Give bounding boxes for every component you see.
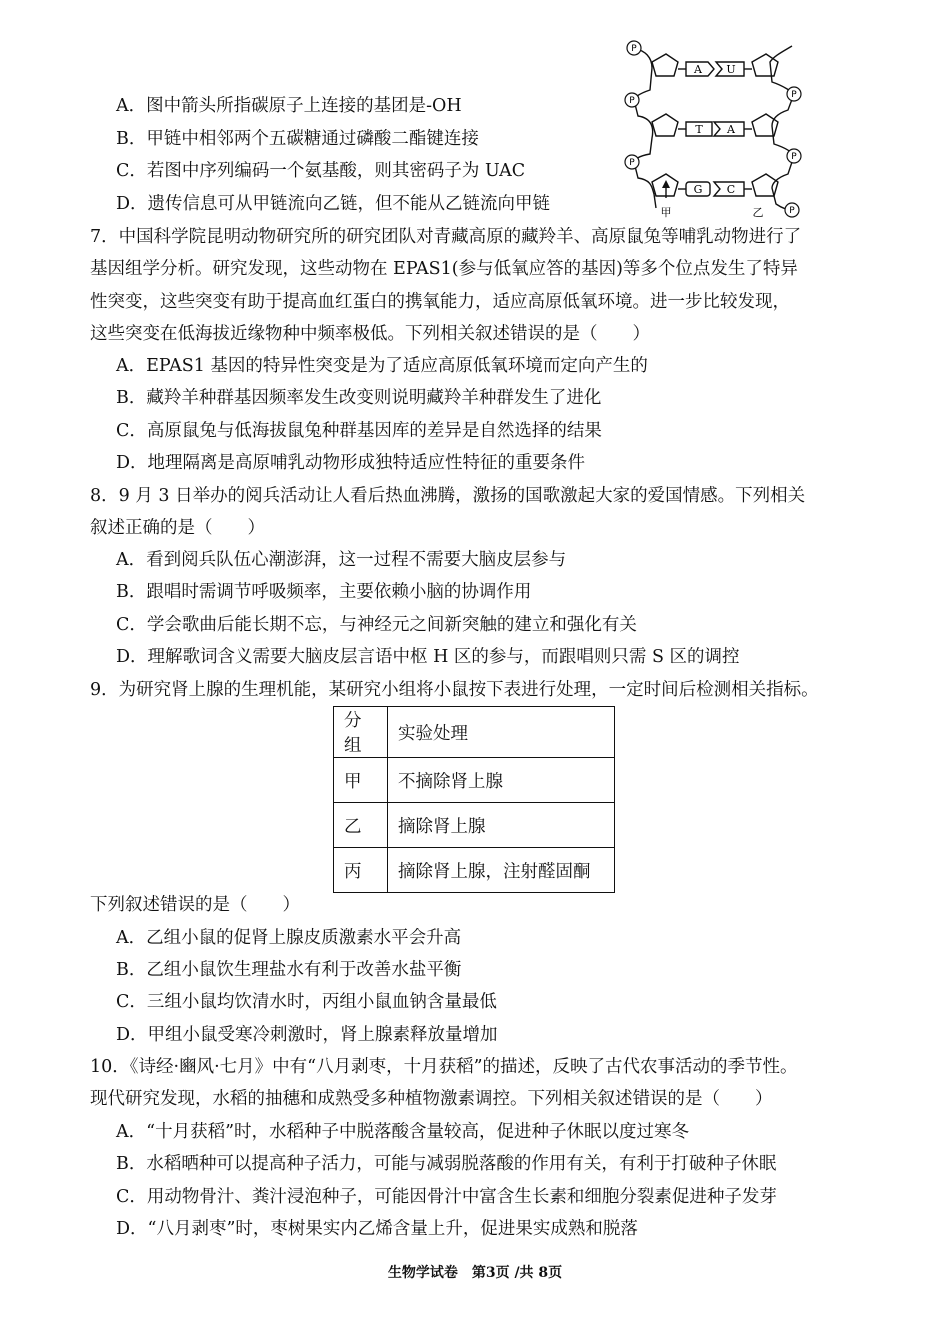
q10-stem-line: 现代研究发现，水稻的抽穗和成熟受多种植物激素调控。下列相关叙述错误的是（ ） bbox=[90, 1089, 773, 1109]
svg-text:P: P bbox=[629, 158, 635, 168]
strand-label-right: 乙 bbox=[752, 206, 764, 219]
table-cell: 摘除肾上腺 bbox=[388, 803, 615, 848]
svg-text:P: P bbox=[791, 90, 797, 100]
svg-text:P: P bbox=[631, 44, 637, 54]
q10-stem-line: 10．《诗经·豳风·七月》中有“八月剥枣，十月获稻”的描述，反映了古代农事活动的季节性。 bbox=[90, 1057, 798, 1077]
page-footer: 生物学试卷 第3页 /共 8页 bbox=[387, 1265, 563, 1281]
table-row bbox=[334, 803, 615, 848]
phosphate-icon bbox=[787, 87, 801, 101]
q7-option-c: C．高原鼠兔与低海拔鼠兔种群基因库的差异是自然选择的结果 bbox=[116, 421, 602, 441]
q6-option-a: A．图中箭头所指碳原子上连接的基团是-OH bbox=[116, 96, 462, 116]
table-cell: 甲 bbox=[334, 758, 388, 803]
q9-option-b: B．乙组小鼠饮生理盐水有利于改善水盐平衡 bbox=[116, 960, 462, 980]
table-header-row bbox=[334, 707, 615, 758]
q7-stem-line: 基因组学分析。研究发现，这些动物在 EPAS1(参与低氧应答的基因)等多个位点发生了特异 bbox=[90, 259, 798, 279]
q7-stem-line: 这些突变在低海拔近缘物种中频率极低。下列相关叙述错误的是（ ） bbox=[90, 324, 650, 344]
q7-option-d: D．地理隔离是高原哺乳动物形成独特适应性特征的重要条件 bbox=[116, 453, 586, 473]
q9-option-c: C．三组小鼠均饮清水时，丙组小鼠血钠含量最低 bbox=[116, 992, 497, 1012]
phosphate-icon bbox=[625, 93, 639, 107]
q10-option-d: D．“八月剥枣”时，枣树果实内乙烯含量上升，促进果实成熟和脱落 bbox=[116, 1219, 638, 1239]
q10-option-c: C．用动物骨汁、粪汁浸泡种子，可能因骨汁中富含生长素和细胞分裂素促进种子发芽 bbox=[116, 1187, 777, 1207]
q7-option-b: B．藏羚羊种群基因频率发生改变则说明藏羚羊种群发生了进化 bbox=[116, 388, 602, 408]
table-header-cell: 分组 bbox=[334, 707, 388, 758]
svg-text:P: P bbox=[629, 96, 635, 106]
base-right-2: A bbox=[727, 123, 735, 136]
q8-option-b: B．跟唱时需调节呼吸频率，主要依赖小脑的协调作用 bbox=[116, 582, 532, 602]
q8-stem-line: 8．9 月 3 日举办的阅兵活动让人看后热血沸腾，激扬的国歌激起大家的爱国情感。下列相关 bbox=[90, 486, 806, 506]
phosphate-icon bbox=[625, 155, 639, 169]
nucleic-acid-diagram bbox=[612, 38, 812, 220]
svg-text:P: P bbox=[791, 152, 797, 162]
treatment-table bbox=[333, 706, 615, 893]
svg-text:P: P bbox=[789, 206, 795, 216]
q8-stem-line: 叙述正确的是（ ） bbox=[90, 518, 265, 538]
table-row bbox=[334, 848, 615, 893]
q6-option-d: D．遗传信息可从甲链流向乙链，但不能从乙链流向甲链 bbox=[116, 194, 551, 214]
table-cell: 不摘除肾上腺 bbox=[388, 758, 615, 803]
q10-option-b: B．水稻晒种可以提高种子活力，可能与减弱脱落酸的作用有关，有利于打破种子休眠 bbox=[116, 1154, 777, 1174]
q7-stem-line: 性突变，这些突变有助于提高血红蛋白的携氧能力，适应高原低氧环境。进一步比较发现， bbox=[90, 292, 790, 312]
table-header-cell: 实验处理 bbox=[388, 707, 615, 758]
q9-stem: 9．为研究肾上腺的生理机能，某研究小组将小鼠按下表进行处理，一定时间后检测相关指标。 bbox=[90, 680, 819, 700]
strand-label-left: 甲 bbox=[660, 206, 672, 219]
phosphate-icon bbox=[627, 41, 641, 55]
table-cell: 丙 bbox=[334, 848, 388, 893]
table-cell: 摘除肾上腺，注射醛固酮 bbox=[388, 848, 615, 893]
table-cell: 乙 bbox=[334, 803, 388, 848]
q8-option-d: D．理解歌词含义需要大脑皮层言语中枢 H 区的参与，而跟唱则只需 S 区的调控 bbox=[116, 647, 740, 667]
phosphate-icon bbox=[787, 149, 801, 163]
base-left-1: A bbox=[694, 63, 702, 76]
base-left-2: T bbox=[695, 123, 703, 136]
table-row bbox=[334, 758, 615, 803]
base-left-3: G bbox=[693, 183, 703, 196]
base-right-3: C bbox=[726, 183, 736, 196]
q9-option-a: A．乙组小鼠的促肾上腺皮质激素水平会升高 bbox=[116, 928, 462, 948]
q7-option-a: A．EPAS1 基因的特异性突变是为了适应高原低氧环境而定向产生的 bbox=[116, 356, 648, 376]
q7-stem-line: 7．中国科学院昆明动物研究所的研究团队对青藏高原的藏羚羊、高原鼠兔等哺乳动物进行了 bbox=[90, 227, 802, 247]
base-right-1: U bbox=[726, 63, 736, 76]
q6-option-c: C．若图中序列编码一个氨基酸，则其密码子为 UAC bbox=[116, 161, 526, 181]
q10-option-a: A．“十月获稻”时，水稻种子中脱落酸含量较高，促进种子休眠以度过寒冬 bbox=[116, 1122, 690, 1142]
q9-option-d: D．甲组小鼠受寒冷刺激时，肾上腺素释放量增加 bbox=[116, 1025, 498, 1045]
q9-prompt: 下列叙述错误的是（ ） bbox=[90, 895, 300, 915]
q8-option-c: C．学会歌曲后能长期不忘，与神经元之间新突触的建立和强化有关 bbox=[116, 615, 637, 635]
q6-option-b: B．甲链中相邻两个五碳糖通过磷酸二酯键连接 bbox=[116, 129, 479, 149]
phosphate-icon bbox=[785, 203, 799, 217]
q8-option-a: A．看到阅兵队伍心潮澎湃，这一过程不需要大脑皮层参与 bbox=[116, 550, 567, 570]
